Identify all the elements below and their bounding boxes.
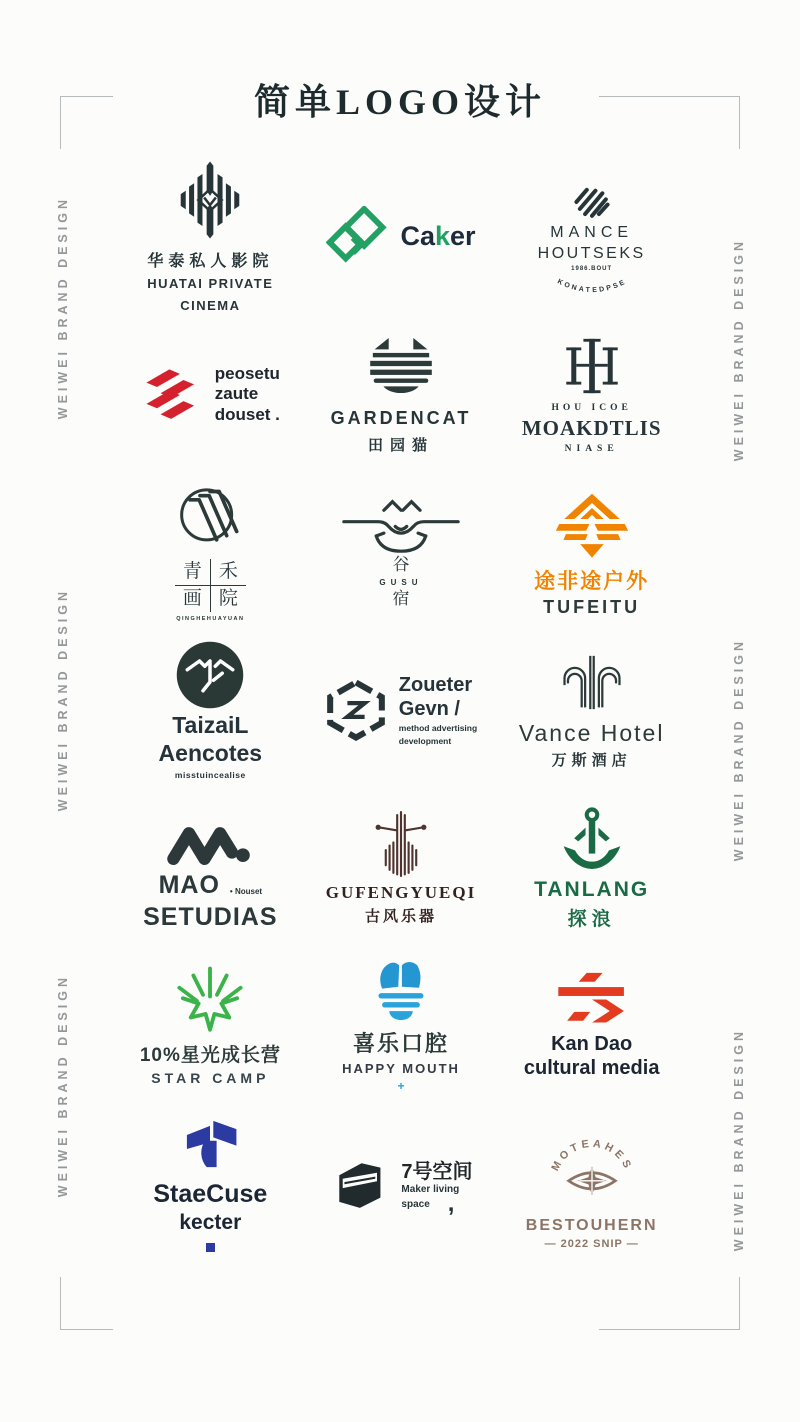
logo-card-peosetu [115,316,306,474]
caker-wordmark [400,221,475,252]
vance-fountain-icon [549,649,635,716]
logo-card-huatai [115,158,306,316]
happymouth-name-cn: 喜乐口腔 [352,1031,449,1057]
vance-name-en: Vance Hotel [518,720,665,747]
peosetu-name-2: zaute [214,384,259,404]
qinghe-char-2: 禾 [210,559,246,585]
gufeng-name-en: GUFENGYUEQI [325,883,477,903]
kandao-stripes-icon [553,971,631,1028]
staecuse-name-1: StaeCuse [153,1179,268,1208]
gusu-char-1: 谷 [392,555,410,575]
corner-mark-bottom-right [599,1277,740,1330]
zoueter-name-1: Zoueter [398,674,473,697]
gusu-name-en: GUSU [379,577,423,587]
mao-name-1: MAO [158,871,220,900]
corner-mark-top-left [60,96,113,149]
logo-card-caker [306,158,497,316]
qinghe-char-3: 画 [175,585,210,612]
staecuse-square-mark [206,1243,215,1252]
gusu-valley-line-icon [338,496,464,555]
moakdtlis-line-3: NIASE [564,443,619,454]
peosetu-ribbons-icon [141,365,203,425]
zoueter-hexagon-icon [325,679,387,741]
qinghe-char-1: 青 [182,561,202,583]
starcamp-name-cn: 10%星光成长营 [139,1044,281,1066]
logo-card-gardencat [306,316,497,474]
moakdtlis-line-2: MOAKDTLIS [521,415,662,440]
staecuse-name-2: kecter [179,1210,242,1234]
happymouth-tooth-icon [365,957,437,1022]
logo-card-kandao [496,947,687,1105]
starcamp-star-icon [172,965,248,1035]
peosetu-name-1: peosetu [214,363,280,383]
logo-card-bestouhern [496,1104,687,1262]
mance-year: 1986.BOUT [571,266,613,273]
logo-card-staecuse [115,1104,306,1262]
mance-arc-label: KONATEDPSE [555,278,628,295]
mao-sub: • Nouset [229,886,263,896]
space7-sub-2: space [401,1198,430,1210]
kandao-name-1: Kan Dao [551,1032,633,1055]
bestouhern-name: BESTOUHERN [525,1217,658,1235]
side-label-left-1: WEIWEI BRAND DESIGN [56,196,70,420]
logo-card-moakdtlis [496,316,687,474]
taizail-name-1: TaizaiL [172,712,249,739]
happymouth-plus-mark: + [397,1079,405,1094]
kandao-name-2: cultural media [523,1056,660,1079]
side-label-right-2: WEIWEI BRAND DESIGN [732,638,746,862]
svg-text:KONATEDPSE [556,279,628,295]
space7-sub-1: Maker living [401,1184,460,1196]
gardencat-name-en: GARDENCAT [330,407,472,428]
logo-card-qinghe [115,473,306,631]
logo-card-gufeng [306,789,497,947]
side-label-left-3: WEIWEI BRAND DESIGN [56,974,70,1198]
logo-card-tufeitu [496,473,687,631]
side-label-left-2: WEIWEI BRAND DESIGN [56,588,70,812]
moakdtlis-line-1: HOU ICOE [551,402,632,413]
moakdtlis-columns-icon [556,336,628,396]
happymouth-name-en: HAPPY MOUTH [342,1061,460,1077]
zoueter-sub-2: development [398,735,452,746]
huatai-name-cn: 华泰私人影院 [147,252,274,270]
bestouhern-year: — 2022 SNIP — [544,1238,639,1251]
logo-card-zoueter [306,631,497,789]
caker-text-er: er [450,221,476,252]
logo-card-vance [496,631,687,789]
logo-card-mance [496,158,687,316]
mance-arc-text [542,275,642,297]
tanlang-anchor-icon [558,804,626,874]
caker-text-k: k [434,221,450,252]
mance-hex-stripes-icon [566,176,618,221]
bestouhern-arc-label: MOTEAHES [548,1137,635,1174]
tanlang-name-cn: 探浪 [567,909,616,931]
mao-zigzag-icon [164,804,256,868]
qinghe-name-en: QINGHEHUAYUAN [176,615,245,622]
gardencat-cat-stripes-icon [357,335,445,399]
qinghe-name-grid [175,559,246,612]
starcamp-name-en: STAR CAMP [151,1069,270,1086]
caker-text-ca: Ca [400,221,435,252]
huatai-name-en-1: HUATAI PRIVATE [147,275,274,291]
mance-name-2: HOUTSEKS [537,245,646,263]
side-label-right-3: WEIWEI BRAND DESIGN [732,1028,746,1252]
logo-grid [115,158,687,1262]
page-title: 简单LOGO设计 [253,82,547,122]
tufeitu-name-en: TUFEITU [543,596,641,617]
staecuse-t-mark-icon [177,1115,243,1178]
space7-comma-mark: , [447,1189,455,1217]
mance-name-1: MANCE [550,224,634,242]
corner-mark-top-right [599,96,740,149]
qinghe-circle-brushes-icon [170,483,250,555]
zoueter-name-2: Gevn / [398,698,460,721]
huatai-name-en-2: CINEMA [180,297,241,313]
taizail-sub: misstuincealise [174,769,246,780]
gardencat-name-cn: 田园猫 [367,436,434,454]
logo-card-gusu [306,473,497,631]
tufeitu-name-cn: 途非途户外 [534,569,650,593]
peosetu-name-3: douset . [214,404,280,424]
space7-box-icon [329,1153,389,1213]
tanlang-name-en: TANLANG [534,878,650,902]
logo-card-happymouth [306,947,497,1105]
logo-card-taizail [115,631,306,789]
logo-card-tanlang [496,789,687,947]
caker-diamonds-icon [326,206,388,268]
gusu-char-2: 宿 [392,588,410,608]
side-label-right-1: WEIWEI BRAND DESIGN [732,238,746,462]
logo-card-starcamp [115,947,306,1105]
huatai-diamond-bars-icon [168,159,252,241]
gufeng-name-cn: 古风乐器 [364,908,437,926]
logo-card-mao [115,789,306,947]
vance-name-cn: 万斯酒店 [551,752,632,770]
mao-name-2: SETUDIAS [143,902,278,931]
logo-card-space7 [306,1104,497,1262]
taizail-name-2: Aencotes [158,740,263,767]
zoueter-sub-1: method advertising [398,723,478,734]
corner-mark-bottom-left [60,1277,113,1330]
space7-name-cn: 7号空间 [401,1161,473,1184]
bestouhern-badge-icon [538,1116,646,1215]
qinghe-char-4: 院 [210,585,246,612]
tufeitu-mountain-icon [554,487,630,561]
taizail-bird-circle-icon [175,640,245,710]
gufeng-lute-icon [369,809,433,879]
